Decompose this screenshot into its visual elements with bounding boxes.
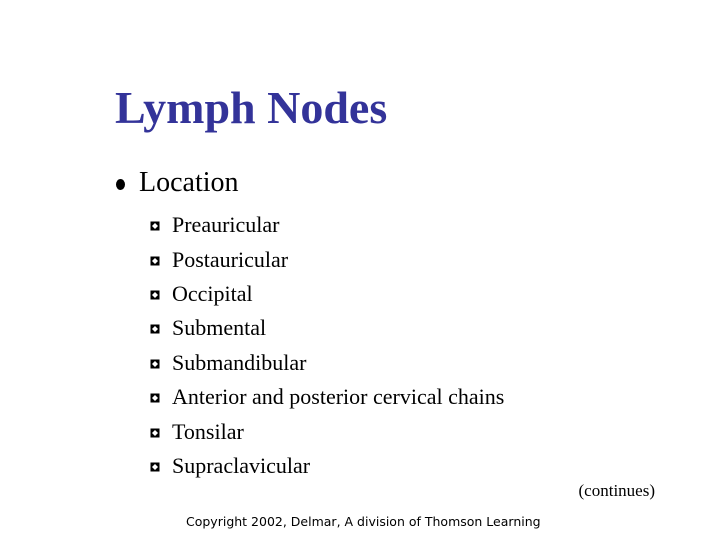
hollow-diamond-bullet-icon [150,462,160,472]
list-item [150,414,504,448]
hollow-diamond-bullet-icon [150,324,160,334]
sub-bullet-label: Preauricular [172,212,280,238]
list-item [150,277,504,311]
sub-bullet-label: Postauricular [172,246,289,272]
hollow-diamond-bullet-icon [150,221,160,231]
list-item [150,380,504,414]
sub-bullet-label: Supraclavicular [172,452,311,478]
sub-bullet-label: Anterior and posterior cervical chains [172,384,505,410]
hollow-diamond-bullet-icon [150,428,160,438]
sub-bullet-list [150,208,504,483]
list-item [150,449,504,483]
list-item [150,311,504,345]
sub-bullet-label: Submandibular [172,349,307,375]
sub-bullet-label: Occipital [172,280,253,306]
list-item [150,242,504,276]
hollow-diamond-bullet-icon [150,393,160,403]
hollow-diamond-bullet-icon [150,359,160,369]
bullet-location [116,165,239,201]
list-item [150,346,504,380]
hollow-diamond-bullet-icon [150,256,160,266]
continues-note: (continues) [578,481,655,500]
slide-title: Lymph Nodes [115,82,388,133]
hollow-diamond-bullet-icon [150,290,160,300]
sub-bullet-label: Submental [172,315,267,341]
copyright-footer: Copyright 2002, Delmar, A division of Thomson Learning [186,514,541,529]
bullet-label: Location [139,167,239,198]
list-item [150,208,504,242]
filled-circle-bullet-icon [116,179,125,190]
sub-bullet-label: Tonsilar [172,418,244,444]
